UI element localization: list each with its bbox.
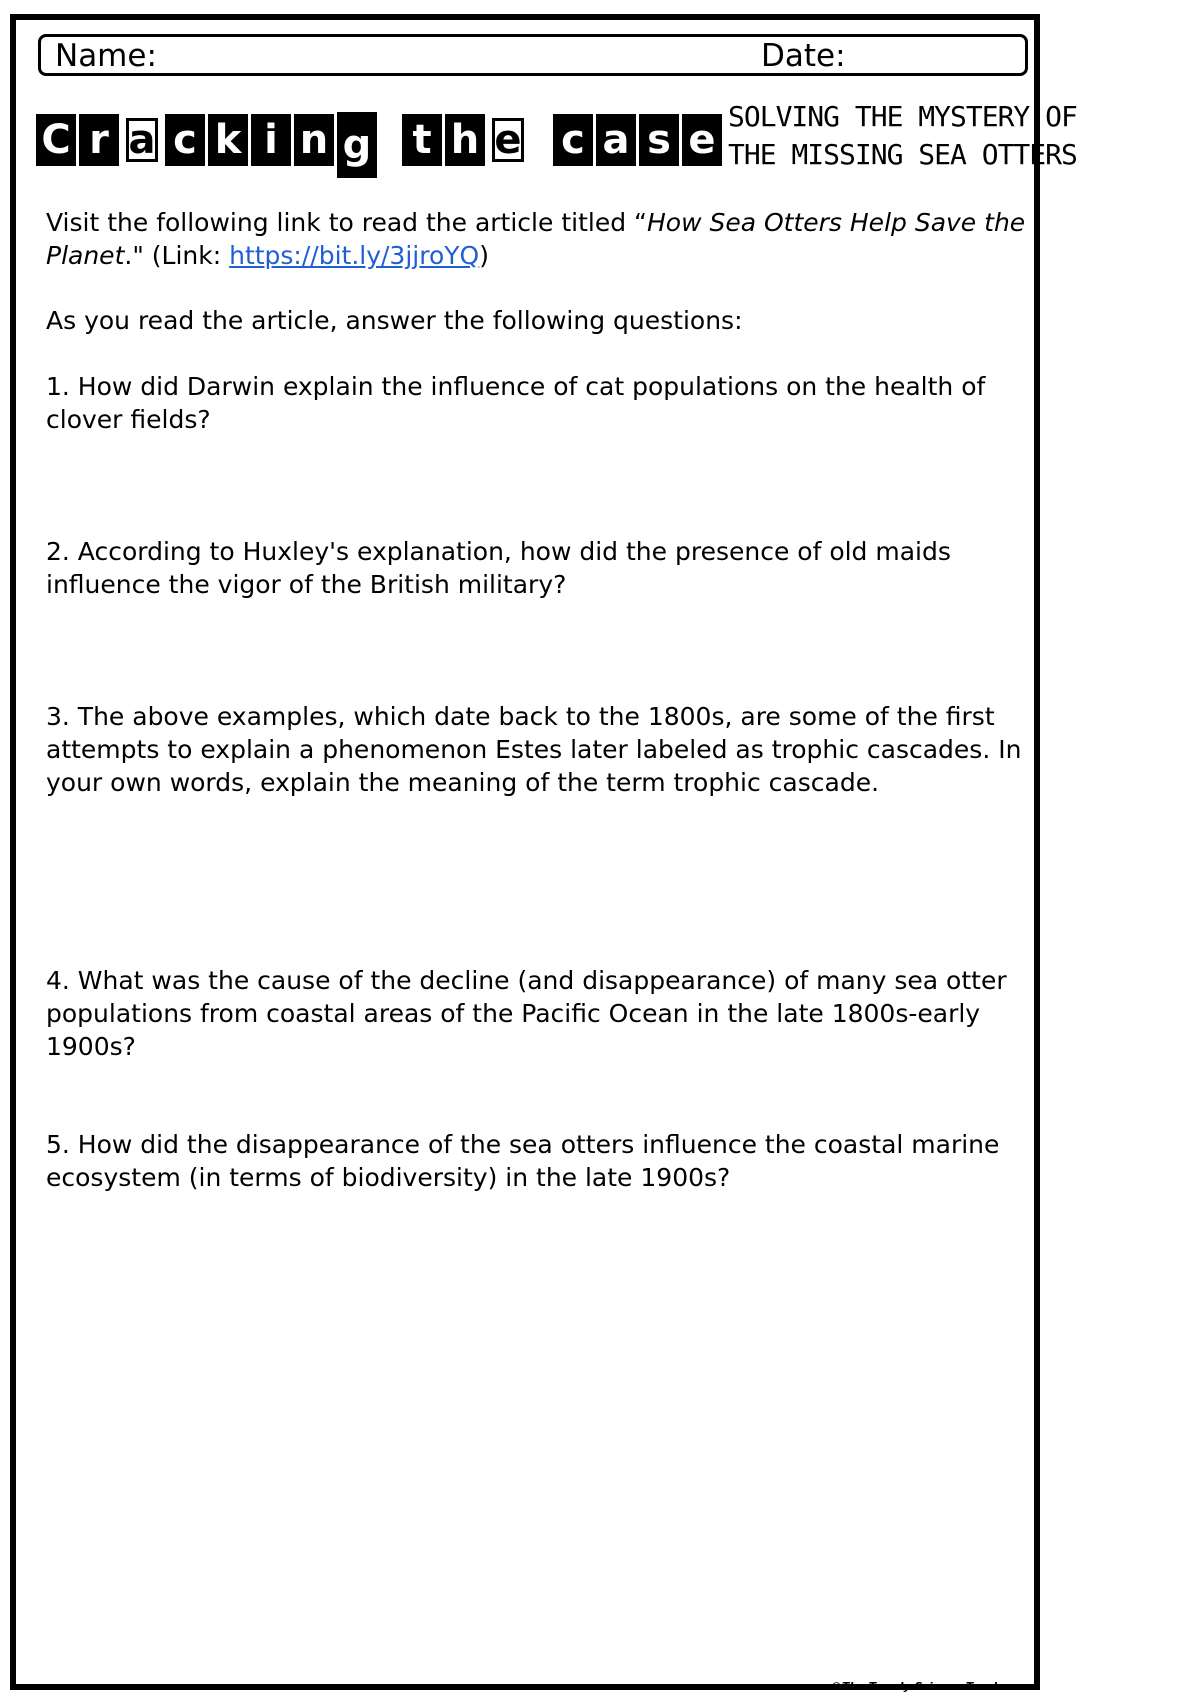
- subtitle-line: SOLVING THE MYSTERY OF: [728, 100, 1077, 133]
- subtitle: [728, 98, 1077, 174]
- title-letter: c: [165, 114, 205, 166]
- article-title: How Sea Otters Help Save the Planet: [46, 208, 1026, 270]
- question-1: 1. How did Darwin explain the influence of cat populations on the health of clover fields?: [46, 372, 986, 434]
- intro-text: Visit the following link to read the article titled “: [46, 208, 647, 237]
- name-label: Name:: [55, 38, 157, 74]
- subtitle-line: THE MISSING SEA OTTERS: [728, 138, 1077, 171]
- title-letter: c: [553, 114, 593, 166]
- intro-paragraph: [46, 206, 1026, 272]
- title-letter: k: [208, 114, 248, 166]
- title-letter: e: [682, 114, 722, 166]
- intro-text: ." (Link:: [124, 241, 230, 270]
- date-label: Date:: [761, 38, 846, 74]
- title-letter: r: [79, 114, 119, 166]
- title-letter: a: [596, 114, 636, 166]
- question-4: 4. What was the cause of the decline (and disappearance) of many sea otter populations from coastal areas of the Pacific Ocean in the late 1800s-early 1900s?: [46, 966, 1007, 1061]
- title-letter: a: [122, 114, 162, 166]
- title-letter: e: [488, 114, 528, 166]
- title-letter: C: [36, 114, 76, 166]
- intro-text: ): [479, 241, 489, 270]
- worksheet-frame: [10, 14, 1077, 1693]
- question-2: 2. According to Huxley's explanation, how did the presence of old maids influence the vigor of the British military?: [46, 537, 951, 599]
- instructions: As you read the article, answer the following questions:: [46, 306, 743, 335]
- page-title: [36, 102, 725, 178]
- title-letter: g: [337, 112, 377, 178]
- name-date-bar: [38, 34, 1028, 76]
- copyright-signature: ©The Trendy Science Teacher: [830, 1680, 1014, 1693]
- title-letter: h: [445, 114, 485, 166]
- title-letter: t: [402, 114, 442, 166]
- article-link[interactable]: https://bit.ly/3jjroYQ: [229, 241, 480, 270]
- title-letter: i: [251, 114, 291, 166]
- title-letter: n: [294, 114, 334, 166]
- title-letter: s: [639, 114, 679, 166]
- question-5: 5. How did the disappearance of the sea otters influence the coastal marine ecosystem (in terms of biodiversity) in the late 1900s?: [46, 1130, 1000, 1192]
- question-3: 3. The above examples, which date back to the 1800s, are some of the first attempts to explain a phenomenon Estes later labeled as trophic cascades. In your own words, explain the meaning of the term trophic cascade.: [46, 702, 1022, 797]
